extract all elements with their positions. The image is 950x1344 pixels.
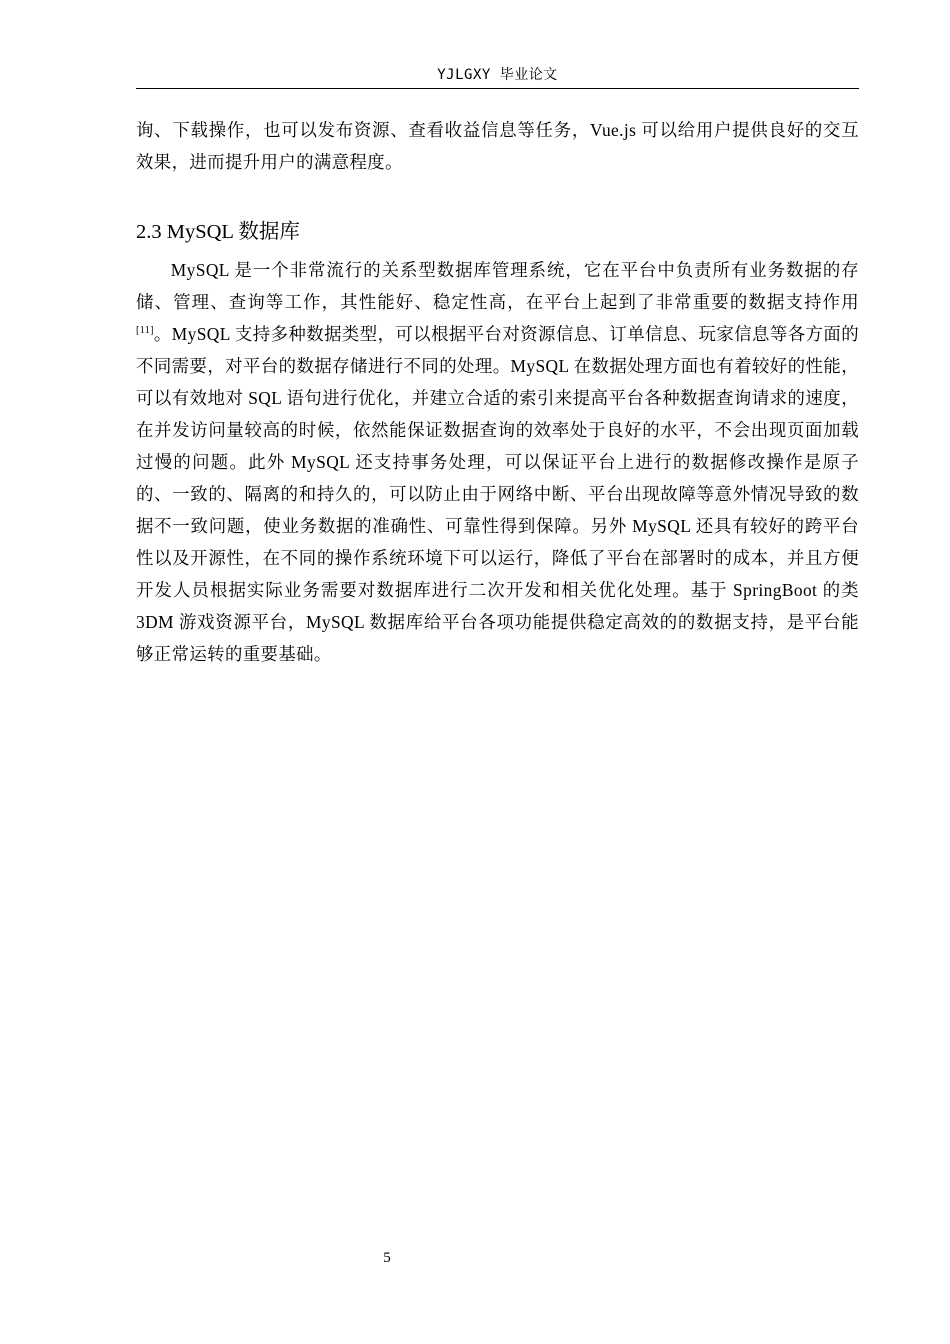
paragraph-text-part1: MySQL 是一个非常流行的关系型数据库管理系统，它在平台中负责所有业务数据的存储、管理、查询等工作，其性能好、稳定性高，在平台上起到了非常重要的数据支持作用 xyxy=(136,260,859,312)
paragraph-text-part2: 。MySQL 支持多种数据类型，可以根据平台对资源信息、订单信息、玩家信息等各方面的不同需要，对平台的数据存储进行不同的处理。MySQL 在数据处理方面也有着较好的性能，可以有效地对 SQL 语句进行优化，并建立合适的索引来提高平台各种数据查询请求的速度，在并发访问量较高的时候，依然能保证数据查询的效率处于良好的水平，不会出现页面加载过慢的问题。此外 MySQL 还支持事务处理，可以保证平台上进行的数据修改操作是原子的、一致的、隔离的和持久的，可以防止由于网络中断、平台出现故障等意外情况导致的数据不一致问题，使业务数据的准确性、可靠性得到保障。另外 MySQL 还具有较好的跨平台性以及开源性，在不同的操作系统环境下可以运行，降低了平台在部署时的成本，并且方便开发人员根据实际业务需要对数据库进行二次开发和相关优化处理。基于 SpringBoot 的类 3DM 游戏资源平台，MySQL 数据库给平台各项功能提供稳定高效的的数据支持，是平台能够正常运转的重要基础。 xyxy=(136,324,859,664)
page-header xyxy=(136,64,859,89)
continuation-paragraph: 询、下载操作，也可以发布资源、查看收益信息等任务，Vue.js 可以给用户提供良好的交互效果，进而提升用户的满意程度。 xyxy=(136,120,859,172)
citation-reference: [11] xyxy=(136,325,154,337)
header-title: YJLGXY 毕业论文 xyxy=(437,67,558,83)
section-heading: 2.3 MySQL 数据库 xyxy=(136,221,300,243)
page-number: 5 xyxy=(383,1250,391,1266)
section-paragraph xyxy=(136,254,859,670)
document-body xyxy=(136,114,859,670)
